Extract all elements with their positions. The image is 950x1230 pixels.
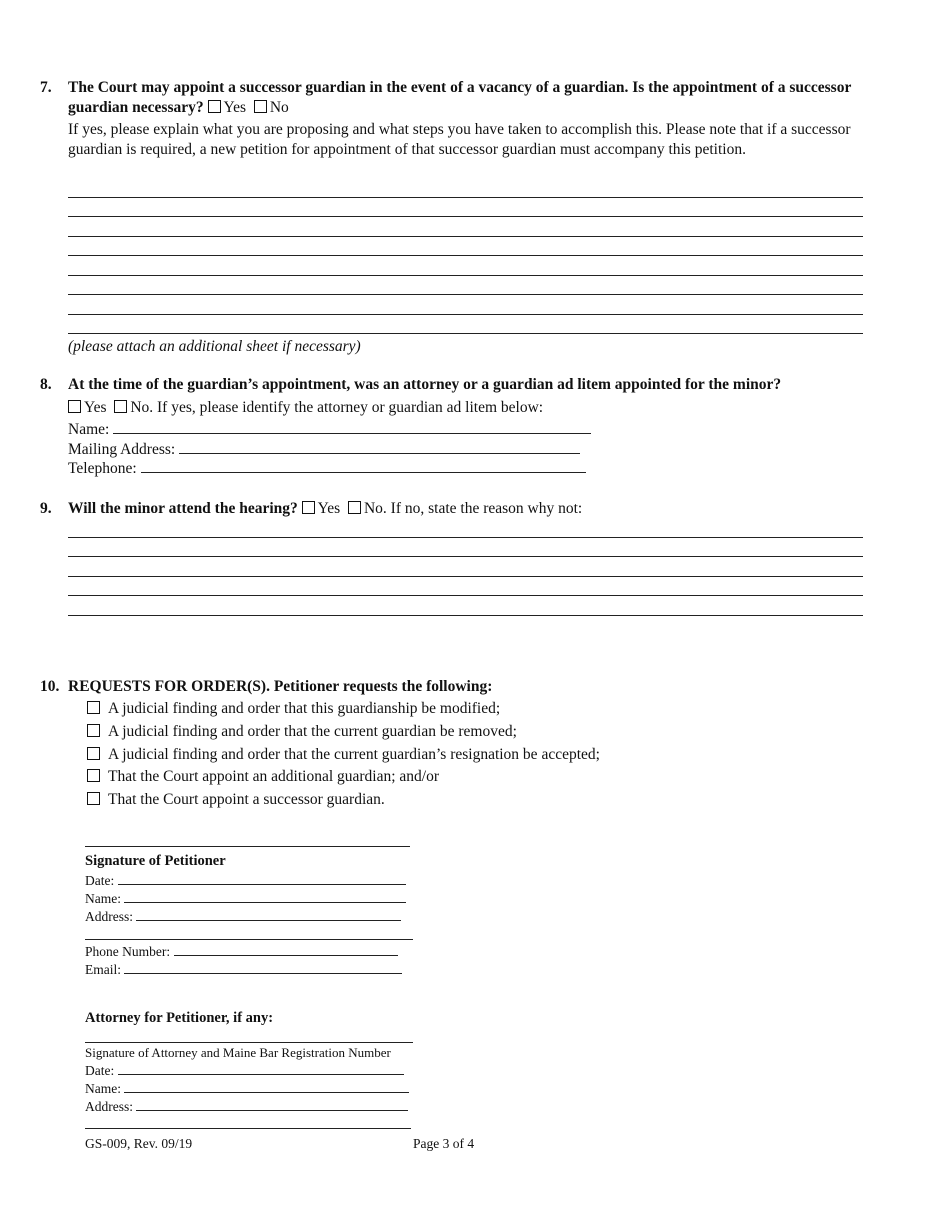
request-option-label: A judicial finding and order that the current guardian be removed; — [108, 723, 517, 740]
q7-answer-line[interactable] — [68, 255, 863, 256]
request-option-label: That the Court appoint a successor guardian. — [108, 791, 385, 808]
petitioner-phone-input[interactable] — [174, 940, 398, 956]
question-7 — [68, 78, 868, 118]
q8-answer-row — [68, 398, 543, 418]
petitioner-signature-label: Signature of Petitioner — [85, 853, 226, 869]
petitioner-phone-label: Phone Number: — [85, 944, 171, 959]
q8-yes-label: Yes — [84, 399, 107, 416]
request-option-row — [87, 722, 517, 742]
q8-name-label: Name: — [68, 421, 110, 438]
q7-answer-line[interactable] — [68, 275, 863, 276]
q7-answer-line[interactable] — [68, 314, 863, 315]
question-7-number: 7. — [40, 79, 52, 96]
petitioner-date-input[interactable] — [118, 869, 406, 885]
request-option-row — [87, 790, 385, 810]
q8-mailing-label: Mailing Address: — [68, 441, 176, 458]
petitioner-email-label: Email: — [85, 962, 121, 977]
q8-no-label: No. If yes, please identify the attorney or guardian ad litem below: — [130, 399, 544, 416]
q8-mailing-input[interactable] — [179, 438, 580, 454]
question-8-number: 8. — [40, 376, 52, 393]
request-option-checkbox[interactable] — [87, 747, 100, 760]
q7-answer-line[interactable] — [68, 216, 863, 217]
attorney-address-line-2[interactable] — [85, 1128, 411, 1129]
question-10-number: 10. — [40, 678, 60, 695]
attorney-date-label: Date: — [85, 1063, 115, 1078]
q8-name-field — [68, 418, 591, 440]
q7-answer-line[interactable] — [68, 197, 863, 198]
question-7-text: The Court may appoint a successor guardian in the event of a vacancy of a guardian. Is the appointment of a successor guardian necessary? — [68, 79, 852, 116]
question-9-text: Will the minor attend the hearing? — [68, 500, 298, 517]
q7-yes-checkbox[interactable] — [208, 100, 221, 113]
petitioner-address-input[interactable] — [136, 905, 401, 921]
q8-yes-checkbox[interactable] — [68, 400, 81, 413]
request-option-checkbox[interactable] — [87, 769, 100, 782]
q7-answer-line[interactable] — [68, 333, 863, 334]
attorney-heading: Attorney for Petitioner, if any: — [85, 1010, 274, 1026]
request-option-checkbox[interactable] — [87, 792, 100, 805]
question-9-number: 9. — [40, 500, 52, 517]
petitioner-address-field — [85, 905, 401, 927]
question-9 — [68, 499, 582, 519]
attorney-signature-label: Signature of Attorney and Maine Bar Registration Number — [85, 1045, 391, 1060]
q9-no-checkbox[interactable] — [348, 501, 361, 514]
attorney-name-label: Name: — [85, 1081, 121, 1096]
request-option-checkbox[interactable] — [87, 724, 100, 737]
request-option-label: A judicial finding and order that this guardianship be modified; — [108, 700, 501, 717]
page-number: Page 3 of 4 — [413, 1136, 475, 1151]
request-option-row — [87, 767, 439, 787]
attorney-name-input[interactable] — [124, 1077, 409, 1093]
request-option-row — [87, 745, 600, 765]
petitioner-email-field — [85, 958, 402, 980]
petitioner-email-input[interactable] — [124, 958, 402, 974]
q7-answer-line[interactable] — [68, 294, 863, 295]
q9-answer-line[interactable] — [68, 537, 863, 538]
petitioner-address-label: Address: — [85, 909, 133, 924]
q8-telephone-input[interactable] — [141, 457, 586, 473]
q7-no-checkbox[interactable] — [254, 100, 267, 113]
q7-no-label: No — [269, 99, 289, 116]
request-option-row — [87, 699, 500, 719]
request-option-checkbox[interactable] — [87, 701, 100, 714]
q7-yes-label: Yes — [223, 99, 247, 116]
q8-telephone-field — [68, 457, 586, 479]
attorney-address-field — [85, 1095, 408, 1117]
petitioner-name-input[interactable] — [124, 887, 406, 903]
petitioner-date-label: Date: — [85, 873, 115, 888]
q9-yes-label: Yes — [317, 500, 341, 517]
petitioner-signature-line[interactable] — [85, 846, 410, 847]
petitioner-name-label: Name: — [85, 891, 121, 906]
q7-attach-note: (please attach an additional sheet if necessary) — [68, 338, 361, 355]
attorney-address-label: Address: — [85, 1099, 133, 1114]
request-option-label: A judicial finding and order that the current guardian’s resignation be accepted; — [108, 746, 600, 763]
q7-explain-text: If yes, please explain what you are proposing and what steps you have taken to accomplish this. Please note that if a successor guardian is required, a new petition for appointment of that successor guardian must accompany this petition. — [68, 121, 851, 158]
attorney-address-input[interactable] — [136, 1095, 408, 1111]
q9-answer-line[interactable] — [68, 576, 863, 577]
q9-yes-checkbox[interactable] — [302, 501, 315, 514]
q8-name-input[interactable] — [113, 418, 591, 434]
q9-answer-line[interactable] — [68, 595, 863, 596]
request-option-label: That the Court appoint an additional guardian; and/or — [108, 768, 440, 785]
q8-no-checkbox[interactable] — [114, 400, 127, 413]
attorney-date-input[interactable] — [118, 1059, 404, 1075]
question-10-heading: REQUESTS FOR ORDER(S). Petitioner requests the following: — [68, 678, 493, 695]
form-id: GS-009, Rev. 09/19 — [85, 1136, 193, 1151]
q9-no-label: No. If no, state the reason why not: — [363, 500, 583, 517]
q9-answer-line[interactable] — [68, 615, 863, 616]
q9-answer-line[interactable] — [68, 556, 863, 557]
q7-answer-line[interactable] — [68, 236, 863, 237]
q8-telephone-label: Telephone: — [68, 460, 137, 477]
question-8-text: At the time of the guardian’s appointment, was an attorney or a guardian ad litem appointed for the minor? — [68, 376, 782, 393]
